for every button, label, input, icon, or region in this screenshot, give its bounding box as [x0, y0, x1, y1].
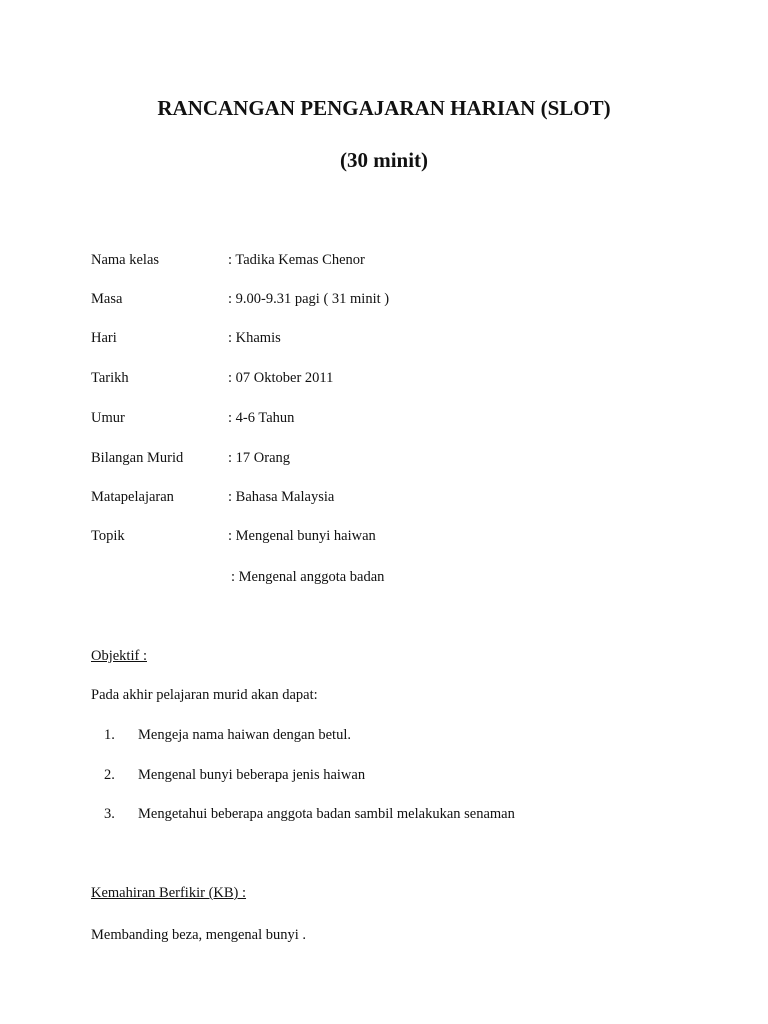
info-label: Nama kelas [91, 252, 160, 268]
info-label: Masa [91, 291, 123, 307]
list-item-text: Mengetahui beberapa anggota badan sambil melakukan senaman [138, 806, 515, 822]
info-label: Bilangan Murid [91, 450, 184, 466]
info-label: Hari [91, 330, 117, 346]
info-row-bilangan-murid [91, 448, 711, 468]
info-value: : Mengenal bunyi haiwan [228, 528, 376, 544]
info-row-nama-kelas [91, 250, 711, 270]
info-label: Matapelajaran [91, 489, 174, 505]
info-row-hari [91, 328, 711, 348]
page-subtitle: (30 minit) [339, 148, 429, 172]
list-item [104, 804, 704, 824]
info-value: : 17 Orang [228, 450, 291, 466]
info-value: : Tadika Kemas Chenor [228, 252, 365, 268]
info-row-tarikh [91, 368, 711, 388]
list-item-number: 1. [104, 727, 115, 743]
page-title: RANCANGAN PENGAJARAN HARIAN (SLOT) [157, 96, 611, 120]
list-item-text: Mengeja nama haiwan dengan betul. [138, 727, 351, 743]
info-value: : 07 Oktober 2011 [228, 370, 334, 386]
info-row-topik-extra [91, 567, 711, 587]
info-value: : Bahasa Malaysia [228, 489, 335, 505]
info-label: Topik [91, 528, 125, 544]
list-item-number: 3. [104, 806, 115, 822]
info-row-umur [91, 408, 711, 428]
info-value: : Khamis [228, 330, 281, 346]
info-row-matapelajaran [91, 487, 711, 507]
info-value: : Mengenal anggota badan [231, 569, 385, 585]
info-row-topik [91, 526, 711, 546]
kemahiran-text: Membanding beza, mengenal bunyi . [91, 927, 307, 943]
list-item-text: Mengenal bunyi beberapa jenis haiwan [138, 767, 366, 783]
info-label: Tarikh [91, 370, 129, 386]
list-item [104, 765, 704, 785]
info-row-masa [91, 289, 711, 309]
info-value: : 4-6 Tahun [228, 410, 295, 426]
info-value: : 9.00-9.31 pagi ( 31 minit ) [228, 291, 390, 307]
kemahiran-heading: Kemahiran Berfikir (KB) : [91, 885, 247, 901]
info-label: Umur [91, 410, 125, 426]
objektif-heading: Objektif : [91, 648, 147, 664]
list-item-number: 2. [104, 767, 115, 783]
list-item [104, 725, 704, 745]
objektif-intro: Pada akhir pelajaran murid akan dapat: [91, 687, 318, 703]
